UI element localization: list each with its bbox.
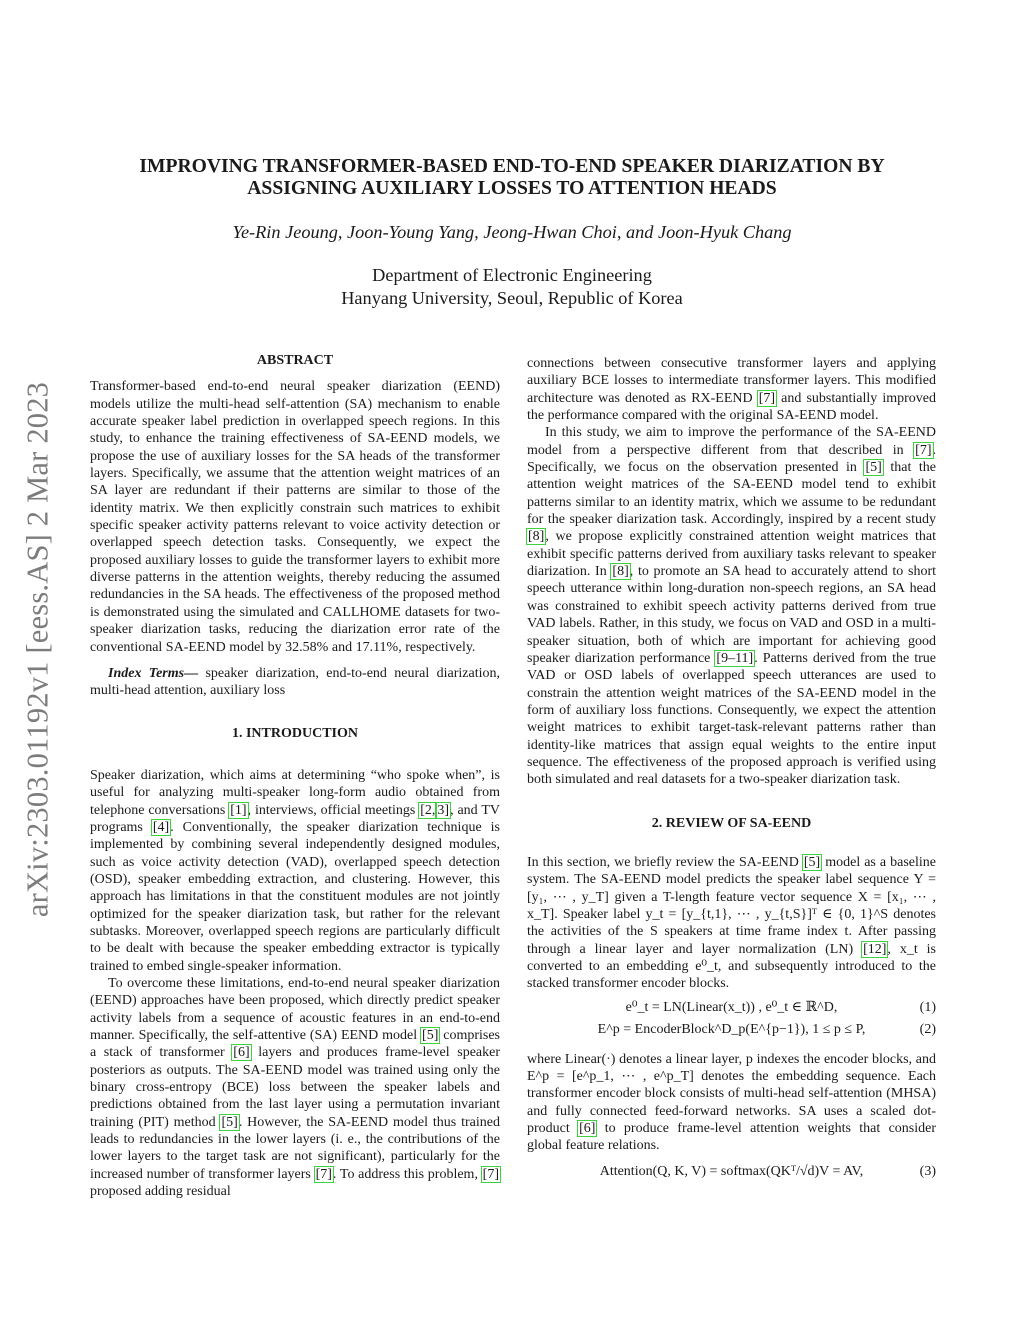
equation-2-body: E^p = EncoderBlock^D_p(E^{p−1}), 1 ≤ p ≤ P, <box>597 1021 866 1037</box>
citation-link[interactable]: [5] <box>803 854 821 870</box>
left-column <box>90 352 500 1200</box>
review-paragraph-2: where Linear(·) denotes a linear layer, p indexes the encoder blocks, and E^p = [e^p_1, ⋯ , e^p_T] denotes the embedding sequence. Each transformer encoder block consists of multi-head self-attention (MHSA) and fully connected feed-forward networks. SA uses a scaled dot-product [6] to produce frame-level attention weights that consider global feature relations. <box>527 1051 937 1154</box>
introduction-heading: 1. INTRODUCTION <box>231 725 358 741</box>
equation-1-body: e⁰_t = LN(Linear(x_t)) , e⁰_t ∈ ℝ^D, <box>625 999 838 1015</box>
affiliation-university: Hanyang University, Seoul, Republic of Korea <box>341 288 683 308</box>
equation-3-number: (3) <box>919 1163 936 1179</box>
index-terms-label: Index Terms— <box>108 665 199 681</box>
right-column <box>527 355 936 1185</box>
citation-link[interactable]: [5] <box>422 1028 439 1044</box>
citation-link[interactable]: [6] <box>579 1121 596 1137</box>
equation-1-number: (1) <box>919 999 936 1015</box>
equation-3-body: Attention(Q, K, V) = softmax(QKᵀ/√d)V = AV, <box>599 1163 864 1179</box>
citation-link[interactable]: [4] <box>152 819 170 835</box>
affiliation-department: Department of Electronic Engineering <box>372 265 652 285</box>
citation-link[interactable]: 3] <box>437 802 450 818</box>
citation-link[interactable]: [9–11] <box>716 650 754 666</box>
citation-link[interactable]: [8] <box>612 564 629 580</box>
citation-link[interactable]: [6] <box>233 1045 250 1061</box>
index-terms <box>90 665 500 700</box>
citation-link[interactable]: [1] <box>230 802 247 818</box>
paper-title-line-2: ASSIGNING AUXILIARY LOSSES TO ATTENTION HEADS <box>247 178 777 199</box>
equation-2 <box>527 1021 936 1043</box>
right-paragraph-2: In this study, we aim to improve the performance of the SA-EEND model from a perspective different from that described in [7]. Specifically, we focus on the observation presented in [5] that the attention weight matrices of the SA-EEND model tend to exhibit patterns similar to an identity matrix, which we assume to be redundant for the speaker diarization task. Accordingly, inspired by a recent study [8], we propose explicitly constrained attention weight matrices that exhibit specific patterns derived from auxiliary tasks relevant to speaker diarization. In [8], to promote an SA head to accurately attend to short speech utterance within long-duration non-speech regions, an SA head was constrained to exhibit speech activity patterns derived from true VAD labels. Rather, in this study, we focus on VAD and OSD in a multi-speaker situation, both of which are important for achieving good speaker diarization performance [9–11]. Patterns derived from the true VAD or OSD labels of overlapped speech utterances are used to constrain the attention weight matrices of the SA-EEND model in the form of auxiliary loss functions. Consequently, we expect the attention weight matrices to exhibit target-task-relevant patterns rather than identity-like matrices that assign equal weights to the entire input sequence. The effectiveness of the proposed approach is verified using both simulated and real datasets for a two-speaker diarization task. <box>527 425 936 788</box>
right-paragraph-1: connections between consecutive transformer layers and applying auxiliary BCE losses to intermediate transformer layers. This modified architecture was denoted as RX-EEND [7] and substantially improved the performance compared with the original SA-EEND model. <box>527 356 936 424</box>
citation-link[interactable]: [7] <box>915 442 932 458</box>
index-terms-text: speaker diarization, end-to-end neural diarization, multi-head attention, auxiliary loss <box>90 665 500 699</box>
intro-paragraph-2: To overcome these limitations, end-to-end neural speaker diarization (EEND) approaches have been proposed, which directly predict speaker activity labels from a sequence of acoustic features in an end-to-end manner. Specifically, the self-attentive (SA) EEND model [5] comprises a stack of transformer [6] layers and produces frame-level speaker posteriors as outputs. The SA-EEND model was trained using only the binary cross-entropy (BCE) loss between the speaker labels and predictions obtained from the last layer using a permutation invariant training (PIT) method [5]. However, the SA-EEND model thus trained leads to redundancies in the lower layers (i. e., the contributions of the lower layers to the target task are not significant), particularly for the increased number of transformer layers [7]. To address this problem, [7] proposed adding residual <box>90 976 501 1200</box>
citation-link[interactable]: [2, <box>420 802 436 818</box>
citation-link[interactable]: [5] <box>221 1114 238 1130</box>
citation-link[interactable]: [12] <box>863 941 887 957</box>
paper-title-line-1: IMPROVING TRANSFORMER-BASED END-TO-END SPEAKER DIARIZATION BY <box>139 156 885 177</box>
citation-link[interactable]: [8] <box>528 529 545 545</box>
citation-link[interactable]: [7] <box>758 390 776 406</box>
arxiv-identifier: arXiv:2303.01192v1 [eess.AS] 2 Mar 2023 <box>20 381 55 918</box>
citation-link[interactable]: [5] <box>865 460 882 476</box>
abstract-text: Transformer-based end-to-end neural speaker diarization (EEND) models utilize the multi-head self-attention (SA) mechanism to enable accurate speaker label prediction in overlapped speech regions. In this study, to enhance the training effectiveness of SA-EEND models, we propose the use of auxiliary losses for the SA heads of the transformer layers. Specifically, we assume that the attention weight matrices of an SA layer are redundant if their patterns are similar to those of the identity matrix. We then explicitly constrain such matrices to exhibit specific speaker activity patterns relevant to voice activity detection or overlapped speech detection tasks. Consequently, we expect the proposed auxiliary losses to guide the transformer layers to exhibit more diverse patterns in the attention weights, thereby reducing the assumed redundancies in the SA heads. The effectiveness of the proposed method is demonstrated using the simulated and CALLHOME datasets for two-speaker diarization tasks, reducing the diarization error rate of the conventional SA-EEND model by 32.58% and 17.11%, respectively. <box>90 379 500 655</box>
intro-paragraph-1: Speaker diarization, which aims at determining “who spoke when”, is useful for analyzing multi-speaker long-form audio obtained from telephone conversations [1], interviews, official meetings [2, 3], and TV programs [4]. Conventionally, the speaker diarization technique is implemented by combining several independently designed modules, such as voice activity detection (VAD), overlapped speech detection (OSD), speaker embedding extraction, and clustering. However, this approach has limitations in that the constituent modules are not jointly optimized for the speaker diarization task, but rather for the relevant subtasks. Moreover, overlapped speech regions are particularly difficult to be dealt with because the speaker embedding extractor is typically trained to embed single-speaker information. <box>90 767 501 974</box>
review-paragraph-1: In this section, we briefly review the SA-EEND [5] model as a baseline system. The SA-EEND model predicts the speaker label sequence Y = [y₁, ⋯ , y_T] given a T-length feature vector sequence X = [x₁, ⋯ , x_T]. Speaker label y_t = [y_{t,1}, ⋯ , y_{t,S}]ᵀ ∈ {0, 1}^S denotes the activities of the S speakers at time frame index t. After passing through a linear layer and layer normalization (LN) [12], x_t is converted to an embedding e⁰_t, and subsequently introduced to the stacked transformer encoder blocks. <box>527 854 936 992</box>
equation-2-number: (2) <box>919 1021 936 1037</box>
authors: Ye-Rin Jeoung, Joon-Young Yang, Jeong-Hwan Choi, and Joon-Hyuk Chang <box>232 222 792 242</box>
abstract-heading: ABSTRACT <box>256 353 334 368</box>
equation-3 <box>527 1163 936 1185</box>
equation-1 <box>527 999 936 1021</box>
citation-link[interactable]: [7] <box>315 1166 332 1182</box>
citation-link[interactable]: [7] <box>482 1166 499 1182</box>
review-heading: 2. REVIEW OF SA-EEND <box>651 815 812 831</box>
